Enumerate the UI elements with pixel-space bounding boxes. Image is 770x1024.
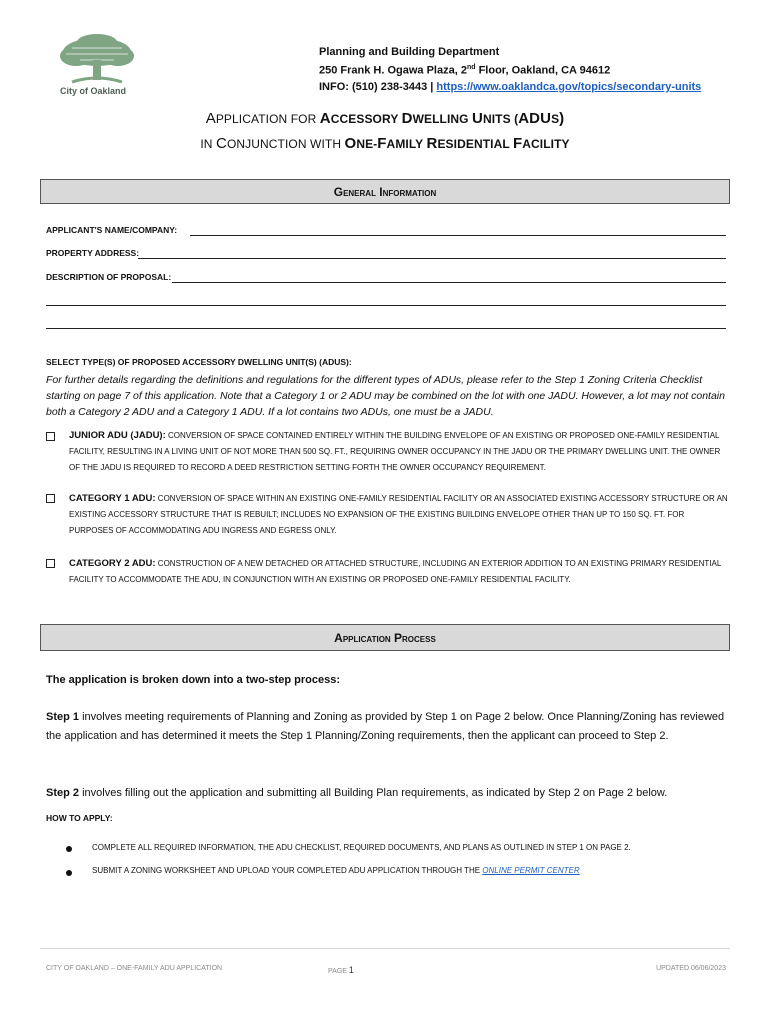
description-field-line2[interactable] — [46, 305, 726, 306]
page-title-line2: IN CONJUNCTION WITH ONE-FAMILY RESIDENTIAL FACILITY — [200, 135, 570, 152]
select-adu-type-heading: SELECT TYPE(S) OF PROPOSED ACCESSORY DWELLING UNIT(S) (ADUS): — [46, 357, 352, 367]
page-title-line1: APPLICATION FOR ACCESSORY DWELLING UNITS (ADUS) — [205, 110, 565, 127]
applicant-label: APPLICANT'S NAME/COMPANY: — [46, 225, 178, 235]
bullet-icon — [66, 846, 72, 852]
secondary-units-link[interactable]: https://www.oaklandca.gov/topics/secondary-units — [436, 80, 702, 93]
how-to-apply-item-2: SUBMIT A ZONING WORKSHEET AND UPLOAD YOUR COMPLETED ADU APPLICATION THROUGH THE ONLINE PERMIT CENTER — [92, 866, 580, 875]
footer-page-number: PAGE 1 — [328, 965, 354, 975]
jadu-checkbox[interactable] — [46, 432, 55, 441]
department-name: Planning and Building Department — [319, 46, 500, 58]
property-address-field[interactable] — [138, 258, 726, 259]
oak-tree-icon — [52, 32, 142, 88]
footer-divider — [40, 948, 730, 949]
description-field-line3[interactable] — [46, 328, 726, 329]
category1-checkbox[interactable] — [46, 494, 55, 503]
how-to-apply-item-1: COMPLETE ALL REQUIRED INFORMATION, THE ADU CHECKLIST, REQUIRED DOCUMENTS, AND PLANS AS OUTLINED IN STEP 1 ON PAGE 2. — [92, 843, 631, 852]
category2-checkbox[interactable] — [46, 559, 55, 568]
footer-updated-date: UPDATED 06/06/2023 — [656, 965, 726, 972]
application-process-heading: Application Process — [40, 624, 730, 651]
step2-paragraph: Step 2 involves filling out the application and submitting all Building Plan requirements, as indicated by Step 2 on Page 2 below. — [46, 787, 668, 799]
department-contact: INFO: (510) 238-3443 | https://www.oaklandca.gov/topics/secondary-units — [319, 80, 702, 93]
jadu-option: JUNIOR ADU (JADU): CONVERSION OF SPACE CONTAINED ENTIRELY WITHIN THE BUILDING ENVELOPE OF AN EXISTING OR PROPOSED ONE-FAMILY RESIDENTIAL FACILITY, RESULTING IN A LIVING UNIT OF NOT MORE THAN 500 SQ. FT., REQUIRING OWNER OCCUPANCY IN THE JADU OR THE PRIMARY DWELLING UNIT. THE OWNER OF THE JADU IS REQUIRED TO RECORD A DEED RESTRICTION SETTING FORTH THE OWNER OCCUPANCY REQUIREMENT. — [69, 430, 721, 472]
footer-left: CITY OF OAKLAND – ONE-FAMILY ADU APPLICATION — [46, 965, 223, 972]
online-permit-center-link[interactable]: ONLINE PERMIT CENTER — [482, 866, 580, 875]
description-label: DESCRIPTION OF PROPOSAL: — [46, 272, 172, 282]
applicant-field[interactable] — [190, 235, 726, 236]
select-adu-type-note: For further details regarding the definitions and regulations for the different types of ADUs, please refer to the Step 1 Zoning Criteria Checklist starting on page 7 of this application. Note that a Category 1 or 2 ADU may be combined on the lot with one JADU. However, a lot may not contain both a Category 2 ADU and a Category 1 ADU. If a lot contains two ADUs, one must be a JADU. — [46, 374, 725, 418]
how-to-apply-heading: HOW TO APPLY: — [46, 813, 113, 823]
step1-paragraph: Step 1 involves meeting requirements of Planning and Zoning as provided by Step 1 on Page 2 below. Once Planning/Zoning has reviewed the application and has determined it meets the Step 1 Planning/Zoning requirements, then the applicant can proceed to Step 2. — [46, 711, 725, 742]
category1-option: CATEGORY 1 ADU: CONVERSION OF SPACE WITHIN AN EXISTING ONE-FAMILY RESIDENTIAL FACILITY OR AN ASSOCIATED EXISTING ACCESSORY STRUCTURE OR AN EXISTING ACCESSORY STRUCTURE THAT IS REBUILT; INCLUDES NO EXPANSION OF THE EXISTING BUILDING ENVELOPE OTHER THAN UP TO 150 SQ. FT. FOR PURPOSES OF ACCOMMODATING ADU INGRESS AND EGRESS ONLY. — [69, 493, 728, 535]
logo-text: City of Oakland — [60, 86, 127, 96]
category2-option: CATEGORY 2 ADU: CONSTRUCTION OF A NEW DETACHED OR ATTACHED STRUCTURE, INCLUDING AN EXTERIOR ADDITION TO AN EXISTING PRIMARY RESIDENTIAL FACILITY TO ACCOMMODATE THE ADU, IN CONJUNCTION WITH AN EXISTING OR PROPOSED ONE-FAMILY RESIDENTIAL FACILITY. — [69, 558, 721, 584]
general-information-heading: General Information — [40, 179, 730, 204]
department-address: 250 Frank H. Ogawa Plaza, 2nd Floor, Oakland, CA 94612 — [319, 64, 611, 77]
bullet-icon — [66, 870, 72, 876]
property-address-label: PROPERTY ADDRESS: — [46, 248, 140, 258]
process-intro: The application is broken down into a two-step process: — [46, 674, 340, 686]
department-info — [319, 44, 701, 95]
description-field-line1[interactable] — [172, 282, 726, 283]
